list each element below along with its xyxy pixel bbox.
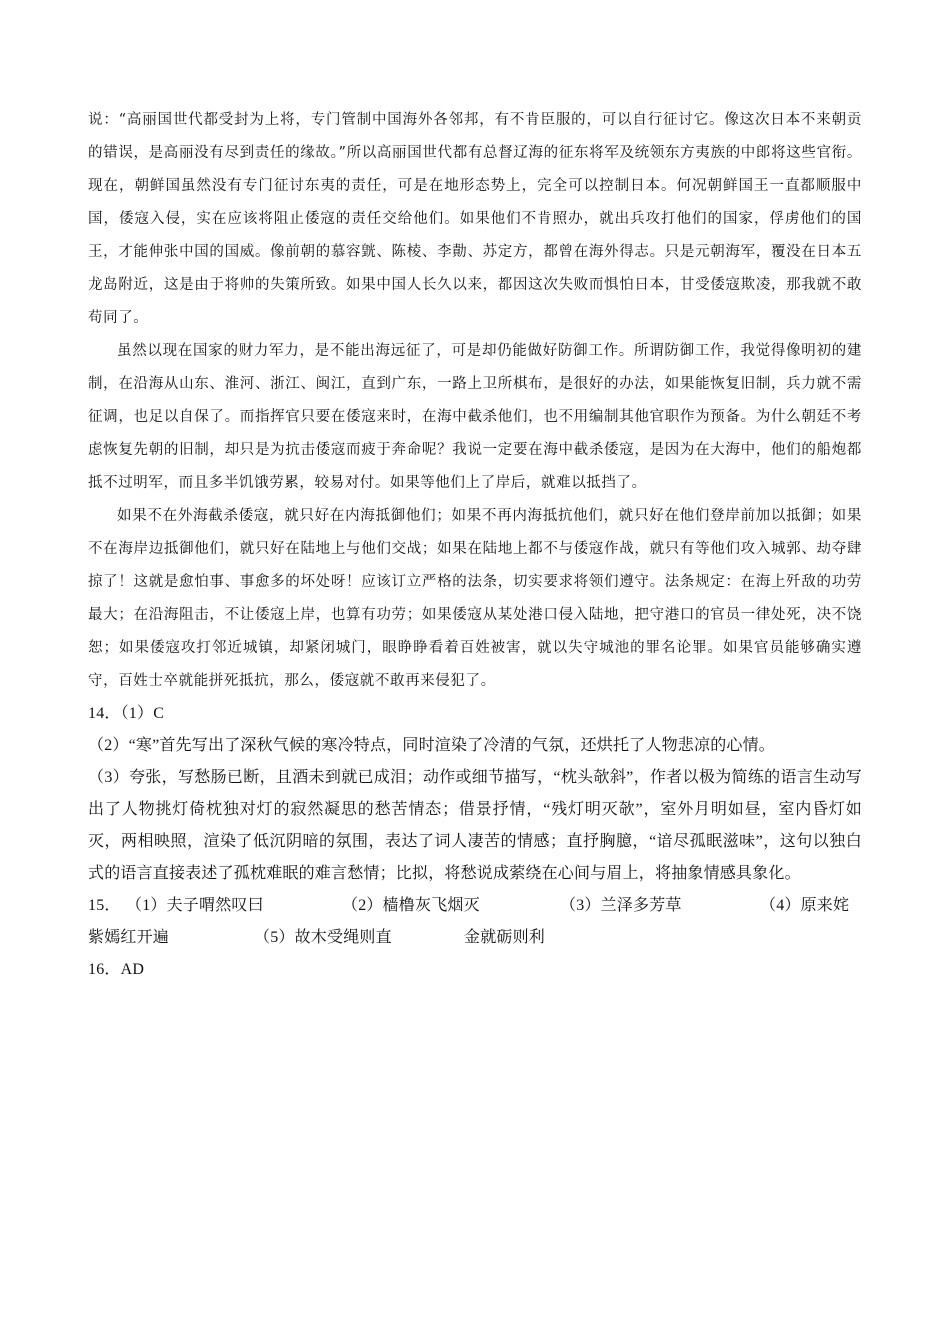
answers-section [88,698,862,986]
translation-paragraph: 说：“高丽国世代都受封为上将，专门管制中国海外各邻邦，有不肯臣服的，可以自行征讨它。像这次日本不来朝贡的错误，是高丽没有尽到责任的缘故。”所以高丽国世代都有总督辽海的征东将军及统领东方夷族的中郎将这些官衔。现在，朝鲜国虽然没有专门征讨东夷的责任，可是在地形态势上，完全可以控制日本。何况朝鲜国王一直都顺服中国，倭寇入侵，实在应该将阻止倭寇的责任交给他们。如果他们不肯照办，就出兵攻打他们的国家，俘虏他们的国王，才能伸张中国的国威。像前朝的慕容皝、陈棱、李勣、苏定方，都曾在海外得志。只是元朝海军，覆没在日本五龙岛附近，这是由于将帅的失策所致。如果中国人长久以来，都因这次失败而惧怕日本，甘受倭寇欺凌，那我就不敢苟同了。 [88,112,862,326]
q14-header: 14．（1）C [88,705,165,722]
translation-paragraph: 虽然以现在国家的财力军力，是不能出海远征了，可是却仍能做好防御工作。所谓防御工作，我觉得像明初的建制，在沿海从山东、淮河、浙江、闽江，直到广东，一路上卫所棋布，是很好的办法，如果能恢复旧制，兵力就不需征调，也足以自保了。而指挥官只要在倭寇来时，在海中截杀他们，也不用编制其他官职作为预备。为什么朝廷不考虑恢复先朝的旧制，却只是为抗击倭寇而疲于奔命呢？我说一定要在海中截杀倭寇，是因为在大海中，他们的船炮都抵不过明军，而且多半饥饿劳累，较易对付。如果等他们上了岸后，就难以抵挡了。 [88,343,862,491]
q15-answer-continued [88,922,862,954]
q15-answer [88,890,862,922]
document-page [88,104,862,986]
q15-item-2: （2）樯橹灰飞烟灭 [342,897,480,914]
q15-item-4-continued: 紫嫣红开遍 [88,929,170,946]
q15-item-3: （3）兰泽多芳草 [560,897,682,914]
q15-item-5: （5）故木受绳则直 [254,929,392,946]
q14-part2: （2）“寒”首先写出了深秋气候的寒冷特点，同时渲染了冷清的气氛，还烘托了人物悲凉的心情。 [88,737,776,754]
q15-item-1: （1）夫子喟然叹曰 [126,897,264,914]
translation-paragraph: 如果不在外海截杀倭寇，就只好在内海抵御他们；如果不再内海抵抗他们，就只好在他们登岸前加以抵御；如果不在海岸边抵御他们，就只好在陆地上与他们交战；如果在陆地上都不与倭寇作战，就只有等他们攻入城郭、劫夺肆掠了！这就是愈怕事、事愈多的坏处呀！应该订立严格的法条，切实要求将领们遵守。法条规定：在海上歼敌的功劳最大；在沿海阻击，不让倭寇上岸，也算有功劳；如果倭寇从某处港口侵入陆地，把守港口的官员一律处死，决不饶恕；如果倭寇攻打邻近城镇，却紧闭城门，眼睁睁看着百姓被害，就以失守城池的罪名论罪。如果官员能够确实遵守，百姓士卒就能拼死抵抗，那么，倭寇就不敢再来侵犯了。 [88,508,862,689]
q16-header: 16．AD [88,961,145,978]
translation-section [88,104,862,698]
q15-number: 15． [88,897,121,914]
q15-item-5-continued: 金就砺则利 [464,929,546,946]
q14-part3: （3）夸张，写愁肠已断，且酒未到就已成泪；动作或细节描写，“枕头欹斜”，作者以极为简练的语言生动写出了人物挑灯倚枕独对灯的寂然凝思的愁苦情态；借景抒情，“残灯明灭欹”，室外月明如昼，室内昏灯如灭，两相映照，渲染了低沉阴暗的氛围，表达了词人凄苦的情感；直抒胸臆，“谙尽孤眠滋味”，这句以独白式的语言直接表述了孤枕难眠的难言愁情；比拟，将愁说成萦绕在心间与眉上，将抽象情感具象化。 [88,769,862,882]
q15-item-4: （4）原来姹 [760,897,850,914]
